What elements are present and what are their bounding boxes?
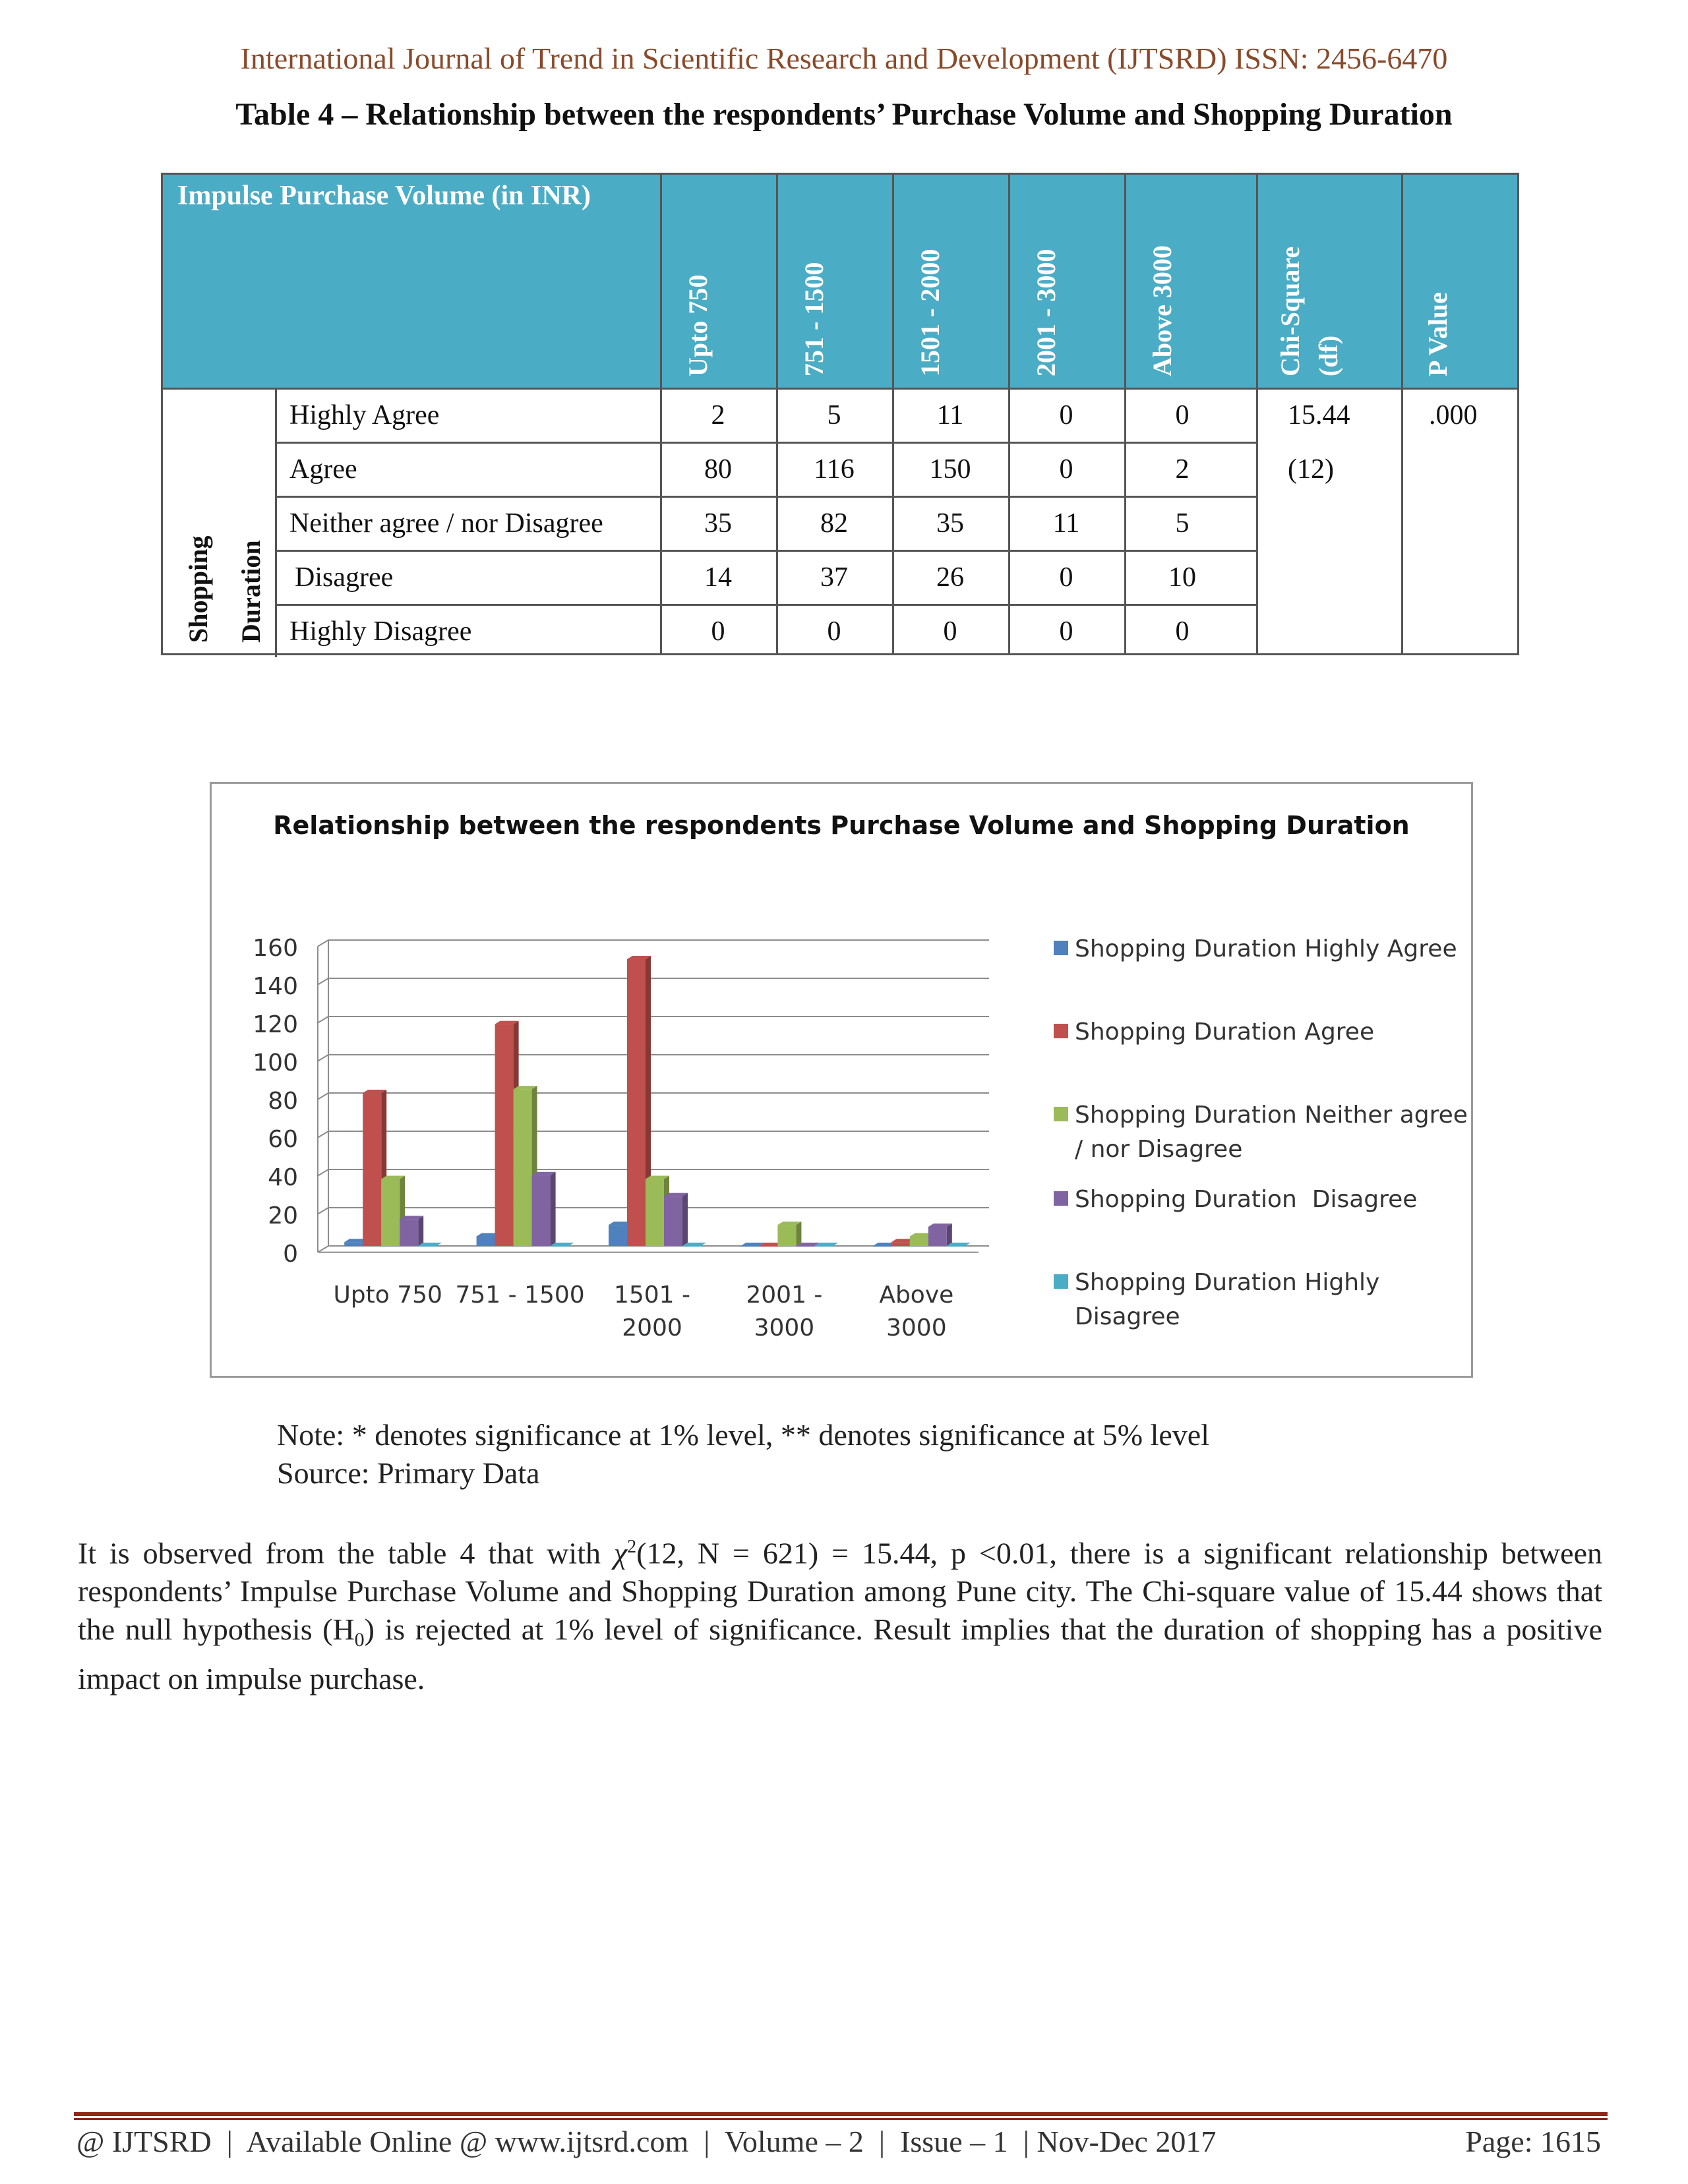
bar-side	[947, 1224, 952, 1246]
legend-label: Disagree	[1075, 1303, 1180, 1330]
y-tick-label: 120	[253, 1011, 298, 1038]
gridline	[318, 1246, 328, 1253]
table-cell: 82	[820, 508, 848, 539]
x-tick-label: 2000	[622, 1314, 682, 1342]
legend-item-neither	[1054, 1098, 1468, 1167]
col-header-1501-2000: 1501 - 2000	[915, 249, 945, 376]
bar	[381, 1179, 400, 1247]
bar	[627, 959, 646, 1246]
bar	[873, 1246, 891, 1247]
corner-header: Impulse Purchase Volume (in INR)	[177, 181, 591, 211]
table-cell: 0	[1059, 616, 1073, 647]
bar-side	[796, 1222, 801, 1246]
paragraph-text: ) is rejected at 1% level of significance. Result implies that the duration of shopping has a positive impact on impulse purchase.	[78, 1612, 1603, 1696]
table-title: Table 4 – Relationship between the respondents’ Purchase Volume and Shopping Duration	[235, 97, 1453, 132]
row-label: Highly Disagree	[289, 616, 472, 647]
gridline	[318, 1093, 328, 1100]
bar	[777, 1225, 796, 1246]
bar-side	[551, 1172, 556, 1246]
bar	[928, 1227, 947, 1246]
legend-item-agree	[1054, 1015, 1374, 1049]
legend-label: / nor Disagree	[1075, 1136, 1243, 1163]
table-cell: 0	[827, 616, 841, 647]
legend-item-disagree	[1054, 1183, 1417, 1217]
superscript: 2	[627, 1537, 637, 1557]
bar	[514, 1089, 532, 1246]
chi-symbol: χ	[613, 1536, 628, 1570]
table-cell: 0	[1175, 616, 1190, 647]
table-cell: 10	[1168, 562, 1196, 593]
bar	[740, 1246, 759, 1247]
y-tick-label: 60	[268, 1126, 298, 1153]
gridline	[318, 1055, 328, 1061]
row-label: Highly Agree	[289, 400, 440, 430]
y-tick-label: 100	[253, 1049, 298, 1077]
table-cell: 37	[820, 562, 848, 593]
gridline	[318, 1131, 328, 1138]
table-cell: 0	[943, 616, 957, 647]
table-cell: 0	[1175, 400, 1190, 430]
x-tick-label: 751 - 1500	[455, 1282, 585, 1309]
journal-header: International Journal of Trend in Scientific Research and Development (IJTSRD) ISSN: 2456-6470	[240, 42, 1448, 75]
row-label: Agree	[289, 454, 357, 485]
bar	[495, 1024, 514, 1246]
table-cell: 0	[1059, 454, 1073, 485]
paragraph-text: (12, N = 621) = 15.44, p <0.01, there is a significant relationship between respondents’ Impulse Purchase Volume and Shopping Duration among Pune city. The Chi-square value of 15.44 shows that the null hypothesis (H	[78, 1536, 1602, 1647]
bar-side	[418, 1216, 423, 1246]
paragraph-text: It is observed from the table 4 that with	[78, 1536, 614, 1570]
x-tick-label: 1501 -	[613, 1282, 691, 1309]
col-header-df: (df)	[1313, 335, 1343, 376]
y-tick-label: 40	[268, 1164, 298, 1191]
significance-note: Note: * denotes significance at 1% level, ** denotes significance at 5% level	[277, 1418, 1210, 1452]
chart-title: Relationship between the respondents Purchase Volume and Shopping Duration	[273, 811, 1410, 840]
col-header-751-1500: 751 - 1500	[799, 262, 829, 376]
col-header-2001-3000: 2001 - 3000	[1031, 249, 1061, 376]
bar	[418, 1246, 437, 1247]
gridline	[318, 1017, 328, 1023]
table-cell: 35	[936, 508, 964, 539]
source-note: Source: Primary Data	[277, 1456, 540, 1490]
y-tick-label: 80	[268, 1088, 298, 1115]
bar	[646, 1179, 664, 1247]
gridline	[318, 1208, 328, 1214]
x-tick-label: Above	[879, 1282, 954, 1309]
bar	[682, 1246, 701, 1247]
chi-square-df: (12)	[1288, 454, 1334, 485]
table-cell: 11	[1052, 508, 1080, 539]
col-header-above-3000: Above 3000	[1147, 245, 1177, 376]
legend-label: Shopping Duration Highly	[1075, 1269, 1380, 1296]
legend-label: Shopping Duration Highly Agree	[1075, 935, 1457, 962]
subscript: 0	[354, 1629, 365, 1651]
bar	[400, 1219, 418, 1246]
footer-citation: @ IJTSRD | Available Online @ www.ijtsrd.com | Volume – 2 | Issue – 1 | Nov-Dec 2017	[76, 2125, 1217, 2158]
x-tick-label: Upto 750	[333, 1282, 442, 1309]
table-cell: 116	[814, 454, 855, 485]
bar	[664, 1196, 682, 1246]
table-cell: 35	[704, 508, 732, 539]
x-tick-label: 3000	[886, 1314, 947, 1342]
gridline	[318, 1169, 328, 1176]
legend-item-highly-agree	[1054, 932, 1457, 966]
bar	[551, 1246, 569, 1247]
bar	[532, 1175, 551, 1246]
col-header-chi-square: Chi-Square	[1275, 246, 1305, 376]
legend-swatch	[1054, 1274, 1068, 1289]
table-notes	[277, 1416, 1209, 1492]
table-cell: 5	[827, 400, 841, 430]
page-number: Page: 1615	[1465, 2125, 1601, 2158]
y-tick-label: 140	[253, 973, 298, 1000]
table-cell: 0	[1059, 562, 1073, 593]
col-header-upto-750: Upto 750	[683, 274, 713, 376]
table-cell: 2	[711, 400, 725, 430]
legend-item-highly-disagree	[1054, 1266, 1379, 1334]
y-tick-label: 0	[283, 1241, 298, 1268]
body-paragraph	[78, 1528, 1602, 1698]
table-cell: 80	[704, 454, 732, 485]
p-value: .000	[1429, 400, 1478, 430]
table-cell: 0	[1059, 400, 1073, 430]
row-group-label-duration: Duration	[236, 540, 266, 643]
gridline	[318, 978, 328, 985]
legend-label: Shopping Duration Disagree	[1075, 1186, 1418, 1213]
row-label: Neither agree / nor Disagree	[289, 508, 603, 539]
table-cell: 5	[1175, 508, 1190, 539]
table-cell: 11	[936, 400, 964, 430]
table-cell: 26	[936, 562, 964, 593]
footer-rule	[74, 2112, 1608, 2120]
row-group-label-shopping: Shopping	[183, 535, 213, 643]
bar	[609, 1225, 627, 1246]
table-cell: 14	[704, 562, 732, 593]
legend-swatch	[1054, 1024, 1068, 1038]
bar	[796, 1246, 814, 1247]
bar	[477, 1237, 495, 1247]
legend-label: Shopping Duration Agree	[1075, 1018, 1375, 1046]
legend-swatch	[1054, 1107, 1068, 1121]
table-cell: 2	[1175, 454, 1190, 485]
bar	[344, 1242, 363, 1246]
bar	[363, 1093, 381, 1246]
col-header-p-value: P Value	[1423, 292, 1453, 376]
table-cell: 150	[929, 454, 971, 485]
table-cell: 0	[711, 616, 725, 647]
y-tick-label: 160	[253, 935, 298, 962]
x-tick-label: 3000	[754, 1314, 815, 1342]
gridline	[318, 940, 328, 947]
bar	[891, 1242, 910, 1246]
bar	[814, 1246, 833, 1247]
y-tick-label: 20	[268, 1202, 298, 1229]
row-label: Disagree	[295, 562, 394, 593]
x-tick-label: 2001 -	[746, 1282, 823, 1309]
bar	[947, 1246, 965, 1247]
chi-square-value: 15.44	[1288, 400, 1350, 430]
bar	[910, 1237, 928, 1247]
legend-label: Shopping Duration Neither agree	[1075, 1102, 1468, 1129]
legend-swatch	[1054, 1191, 1068, 1206]
bar-side	[682, 1193, 688, 1246]
bar	[759, 1246, 777, 1247]
legend-swatch	[1054, 941, 1068, 955]
